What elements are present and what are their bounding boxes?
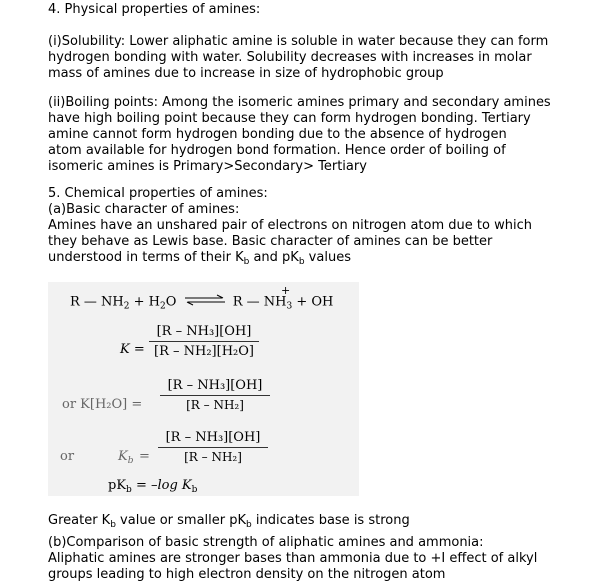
- kb-equals: =: [139, 449, 150, 464]
- water-sub: 2: [160, 301, 166, 312]
- k2-numerator: [R – NH₃][OH]: [167, 378, 263, 393]
- reaction-rhs: R — NH: [232, 294, 287, 310]
- kb-k: K: [118, 449, 128, 464]
- plus-charge: +: [281, 284, 291, 297]
- pkb-equation: [108, 478, 197, 495]
- pkb-subscript: b: [298, 257, 305, 267]
- reaction-lhs: R — NH: [70, 294, 124, 310]
- k-denominator: [R – NH₂][H₂O]: [154, 344, 254, 359]
- k2-fraction-bar: [160, 395, 270, 396]
- reaction-oh: + OH: [292, 294, 334, 310]
- comparison-text: Aliphatic amines are stronger bases than ammonia due to +I effect of alkyl groups leading to high electron density on the nitrogen atom: [48, 551, 538, 582]
- pkb-label: pK: [108, 478, 127, 493]
- solubility-text: (i)Solubility: Lower aliphatic amine is soluble in water because they can form hydrogen bonding with water. Solubility decreases with increases in molar mass of amines due to increase in size of hydrophobic group: [48, 34, 549, 81]
- reaction-equation: [70, 294, 333, 312]
- or-k-h2o: or K[H₂O] =: [62, 397, 143, 412]
- boiling-text: (ii)Boiling points: Among the isomeric amines primary and secondary amines have high boiling point because they can form hydrogen bonding. Tertiary amine cannot form hydrogen bonding due to the absence of hydrogen atom available for hydrogen bond formation. Hence order of boiling of isomeric amines is Primary>Secondary> Tertiary: [48, 95, 551, 174]
- or-label: or: [60, 449, 75, 464]
- kb-strength-b: value or smaller pK: [115, 513, 247, 528]
- reaction-plus: + H: [129, 294, 160, 310]
- kb-strength-line: [48, 513, 537, 533]
- basic-character-body: Amines have an unshared pair of electrons on nitrogen atom due to which they behave as Lewis base. Basic character of amines can be better understood in terms of their K: [48, 218, 532, 265]
- reaction-rhs-sub: 3: [286, 301, 293, 312]
- pkb-expression-sub: b: [191, 485, 198, 495]
- basic-character-text: [48, 218, 532, 270]
- kb-strength-c: indicates base is strong: [251, 513, 410, 528]
- k-fraction: [149, 324, 259, 359]
- solubility-block: [48, 34, 548, 82]
- section-4-heading: 4. Physical properties of amines:: [48, 2, 261, 17]
- equilibrium-arrow-icon: [184, 294, 226, 310]
- k2-denominator: [R – NH₂]: [186, 398, 244, 412]
- k-label: K =: [120, 342, 145, 357]
- kb-label-sub: b: [127, 456, 134, 466]
- kb-fraction: [158, 430, 268, 464]
- k-fraction-bar: [149, 341, 259, 342]
- kb-fraction-bar: [158, 447, 268, 448]
- k-numerator: [R – NH₃][OH]: [156, 324, 252, 339]
- kb-denominator: [R – NH₂]: [184, 450, 242, 464]
- pkb-strength-sub: b: [246, 520, 252, 530]
- basic-character-heading: (a)Basic character of amines:: [48, 202, 240, 217]
- boiling-block: [48, 95, 551, 175]
- basic-character-end: values: [304, 250, 351, 265]
- pkb-expression: = –log K: [131, 478, 192, 493]
- closing-block: [48, 513, 537, 583]
- comparison-heading: (b)Comparison of basic strength of aliphatic amines and ammonia:: [48, 535, 484, 550]
- reaction-lhs-sub: 2: [123, 301, 130, 312]
- section-5-heading: 5. Chemical properties of amines:: [48, 186, 268, 201]
- pkb-label-sub: b: [126, 485, 132, 495]
- kb-subscript: b: [243, 257, 250, 267]
- k2-fraction: [160, 378, 270, 412]
- kb-strength-sub: b: [110, 520, 116, 530]
- kb-strength-a: Greater K: [48, 513, 111, 528]
- kb-label: [118, 449, 133, 466]
- section-5: [48, 186, 532, 270]
- equation-panel: [48, 282, 359, 496]
- section-4: [48, 2, 260, 18]
- water-o: O: [165, 294, 177, 310]
- basic-character-mid: and pK: [249, 250, 299, 265]
- kb-numerator: [R – NH₃][OH]: [165, 430, 261, 445]
